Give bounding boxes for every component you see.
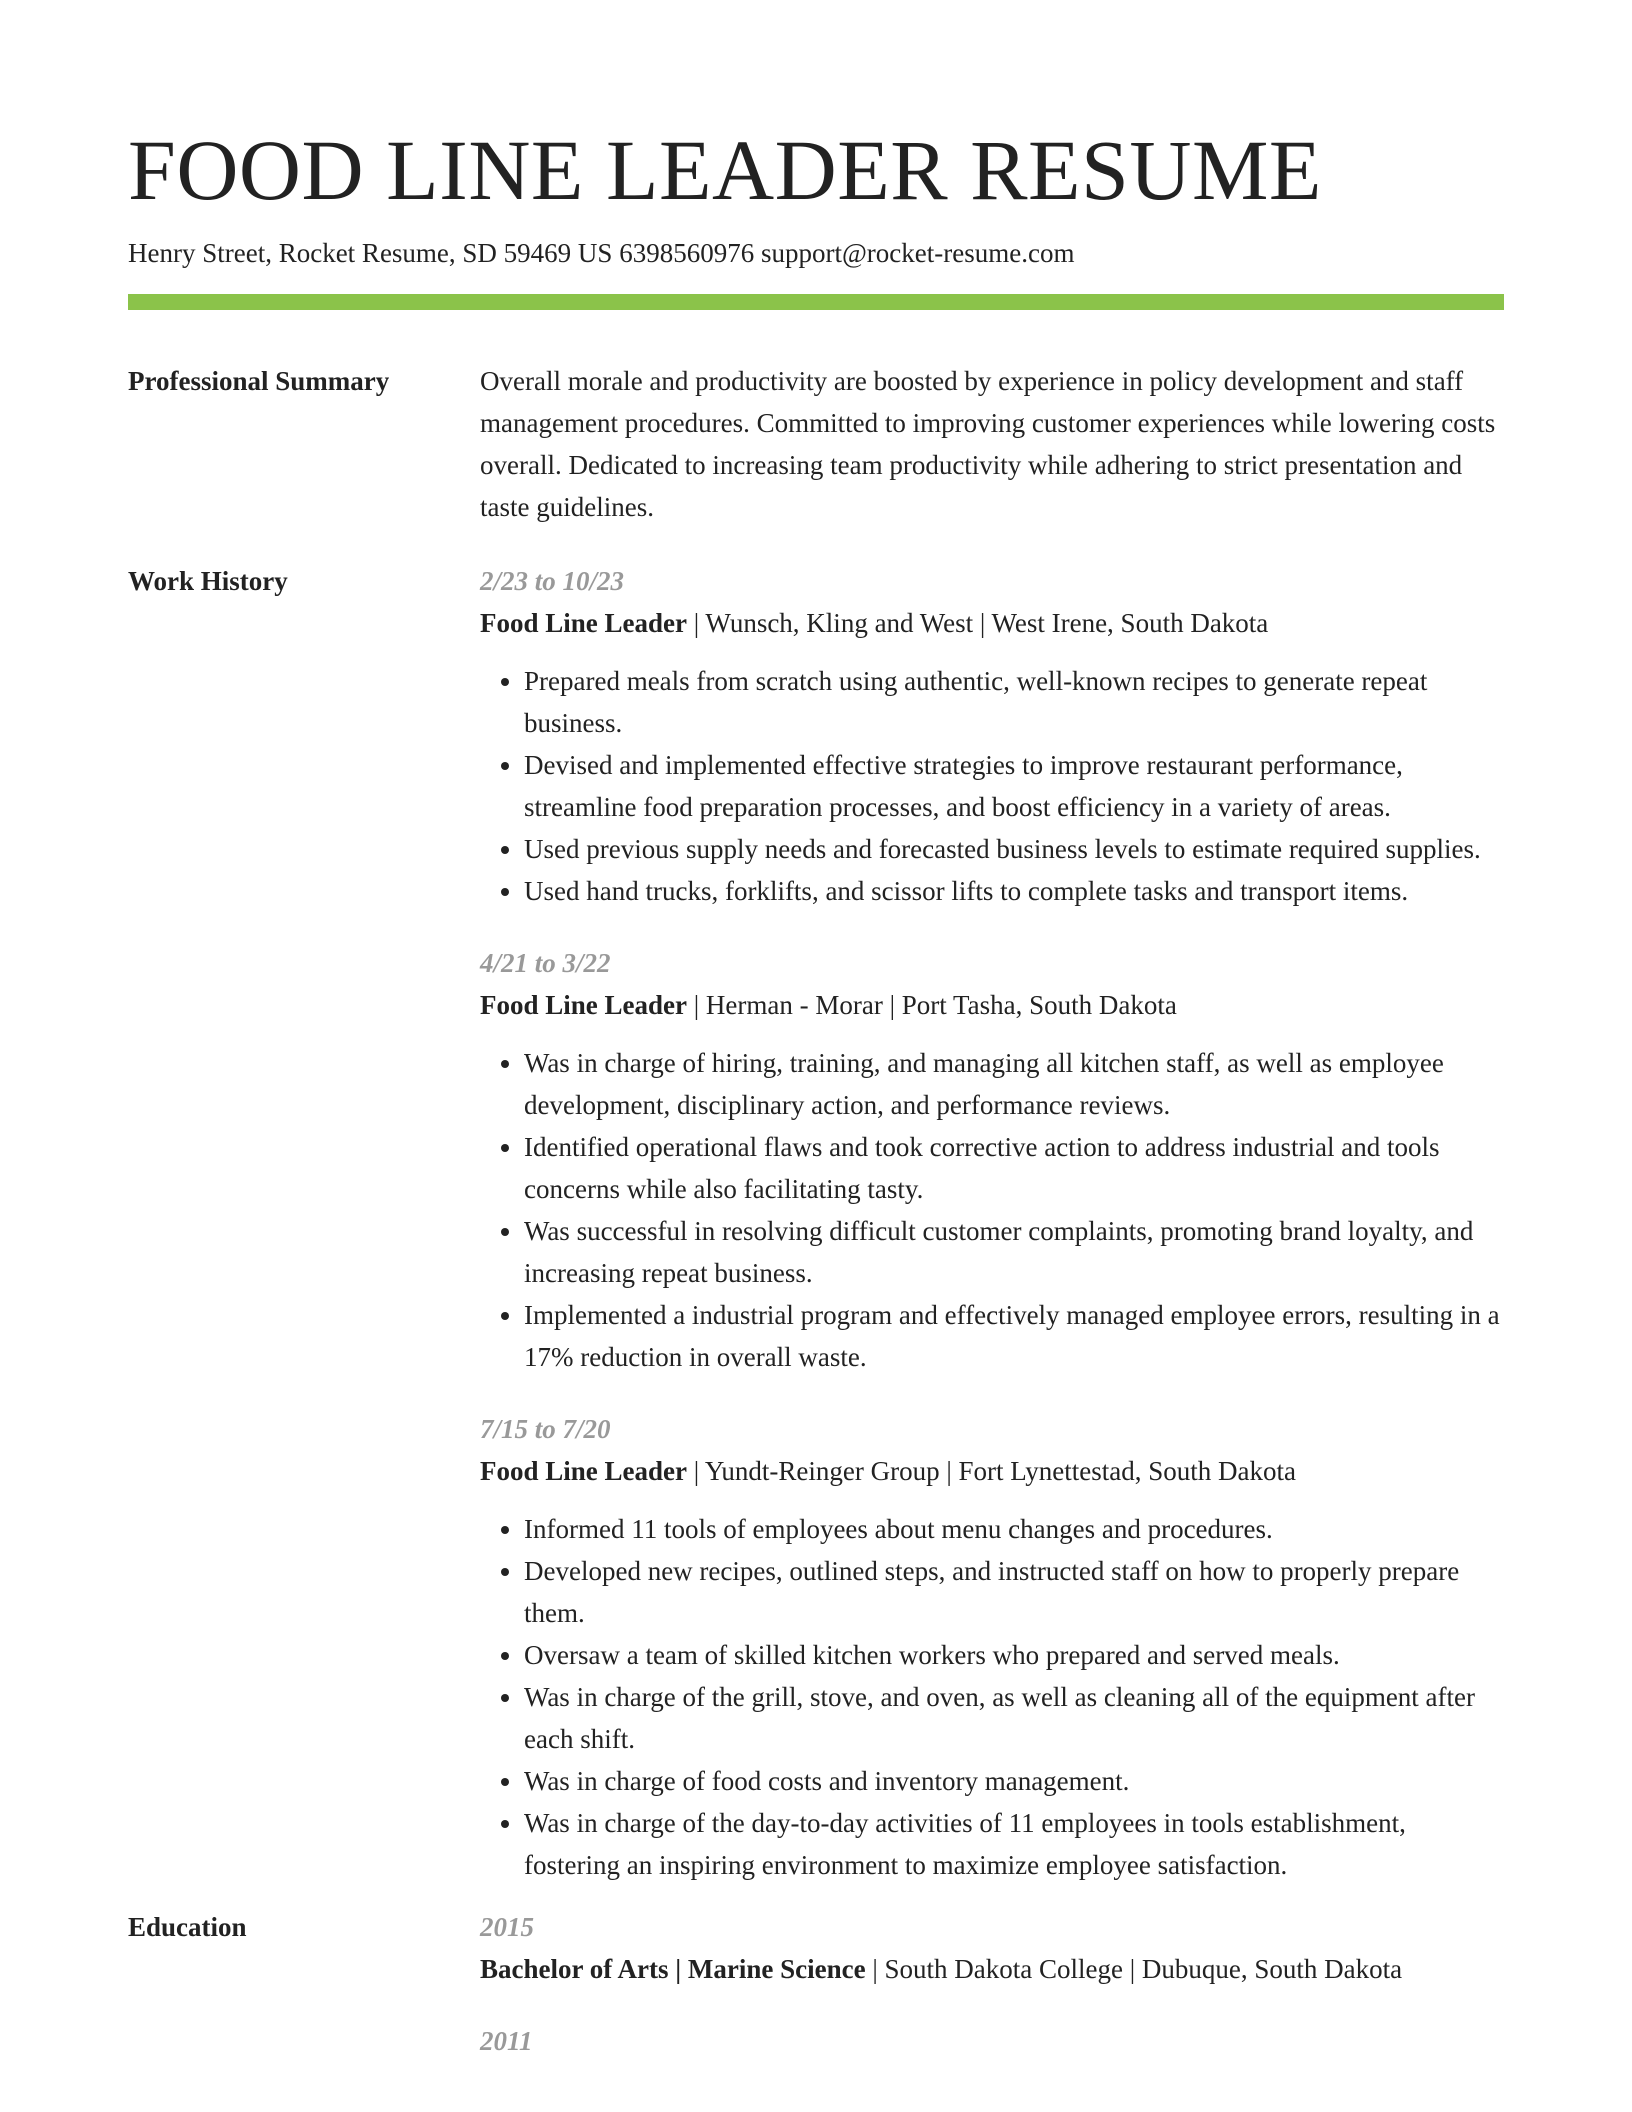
job-entry [480,560,1504,912]
education-degree: Bachelor of Arts | Marine Science [480,1954,866,1984]
contact-info: Henry Street, Rocket Resume, SD 59469 US 6398560976 support@rocket-resume.com [128,238,1075,268]
education-section [128,1906,1504,2062]
resume-title: FOOD LINE LEADER RESUME [128,122,1322,218]
resume-page [128,0,1504,2062]
summary-section [128,360,1504,528]
education-heading [480,1948,1504,1990]
job-bullets [480,660,1504,912]
education-entry [480,2020,1504,2062]
job-employer-location: | Yundt-Reinger Group | Fort Lynettestad, South Dakota [687,1456,1296,1486]
education-entry [480,1906,1504,1990]
section-label-summary: Professional Summary [128,366,390,396]
job-bullet: • Devised and implemented effective strategies to improve restaurant performance, streamline food preparation processes, and boost efficiency in a variety of areas. [524,744,1504,828]
education-school-location: | South Dakota College | Dubuque, South Dakota [865,1954,1403,1984]
job-heading [480,1450,1504,1492]
job-bullet: • Was successful in resolving difficult customer complaints, promoting brand loyalty, and increasing repeat business. [524,1210,1504,1294]
work-history-body [480,560,1504,1886]
section-label-education: Education [128,1912,247,1942]
job-entry [480,1408,1504,1886]
job-bullet: • Was in charge of the day-to-day activities of 11 employees in tools establishment, fostering an inspiring environment to maximize employee satisfaction. [524,1802,1504,1886]
summary-text: Overall morale and productivity are boosted by experience in policy development and staff management procedures. Committed to improving customer experiences while lowering costs overall. Dedicated to increasing team productivity while adhering to strict presentation and taste guidelines. [480,366,1496,522]
work-history-section [128,560,1504,1886]
job-entry [480,942,1504,1378]
job-bullets [480,1508,1504,1886]
job-dates: 4/21 to 3/22 [480,948,611,978]
job-employer-location: | Herman - Morar | Port Tasha, South Dakota [687,990,1177,1020]
job-title: Food Line Leader [480,608,687,638]
job-dates: 2/23 to 10/23 [480,566,625,596]
job-bullet: • Implemented a industrial program and effectively managed employee errors, resulting in a 17% reduction in overall waste. [524,1294,1504,1378]
job-title: Food Line Leader [480,990,687,1020]
job-bullet: • Developed new recipes, outlined steps, and instructed staff on how to properly prepare them. [524,1550,1504,1634]
job-bullet: • Informed 11 tools of employees about menu changes and procedures. [524,1508,1504,1550]
job-bullet: • Identified operational flaws and took corrective action to address industrial and tools concerns while also facilitating tasty. [524,1126,1504,1210]
header-divider [128,294,1504,310]
job-heading [480,984,1504,1026]
education-dates: 2011 [480,2026,533,2056]
job-title: Food Line Leader [480,1456,687,1486]
job-bullet: • Used hand trucks, forklifts, and scissor lifts to complete tasks and transport items. [524,870,1504,912]
job-heading [480,602,1504,644]
education-body [480,1906,1504,2062]
job-bullet: • Was in charge of the grill, stove, and oven, as well as cleaning all of the equipment after each shift. [524,1676,1504,1760]
job-bullets [480,1042,1504,1378]
job-bullet: • Used previous supply needs and forecasted business levels to estimate required supplies. [524,828,1504,870]
job-dates: 7/15 to 7/20 [480,1414,611,1444]
education-dates: 2015 [480,1912,534,1942]
job-bullet: • Was in charge of food costs and inventory management. [524,1760,1504,1802]
section-label-work-history: Work History [128,566,288,596]
job-bullet: • Was in charge of hiring, training, and managing all kitchen staff, as well as employee development, disciplinary action, and performance reviews. [524,1042,1504,1126]
job-bullet: • Oversaw a team of skilled kitchen workers who prepared and served meals. [524,1634,1504,1676]
job-employer-location: | Wunsch, Kling and West | West Irene, South Dakota [687,608,1269,638]
job-bullet: • Prepared meals from scratch using authentic, well-known recipes to generate repeat business. [524,660,1504,744]
